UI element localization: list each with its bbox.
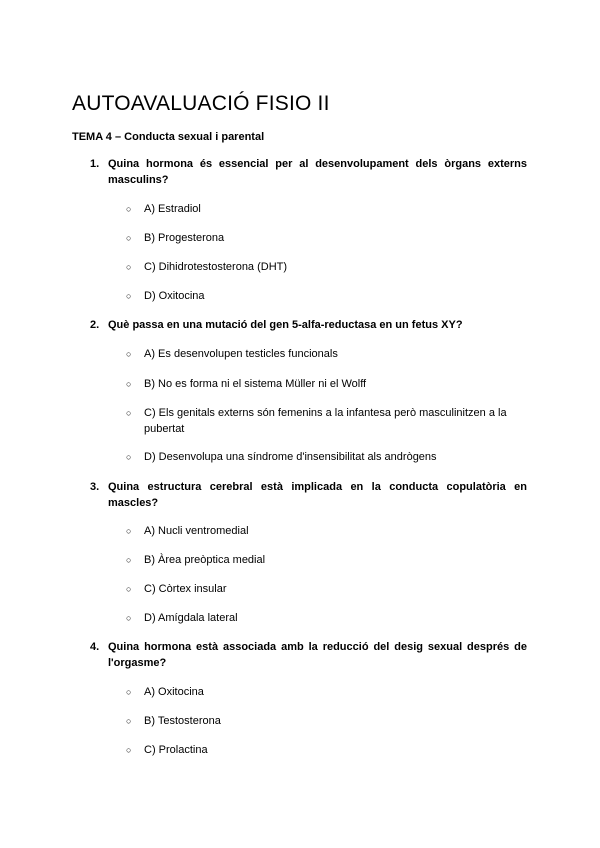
- question-text: Quina hormona està associada amb la reducció del desig sexual després de l'orgasme?: [108, 641, 527, 669]
- bullet-icon: ○: [126, 349, 132, 359]
- bullet-icon: ○: [126, 408, 132, 418]
- question-text: Quina estructura cerebral està implicada en la conducta copulatòria en mascles?: [108, 481, 527, 509]
- option-text: D) Oxitocina: [144, 290, 205, 302]
- option-text: C) Còrtex insular: [144, 583, 227, 595]
- page-title: AUTOAVALUACIÓ FISIO II: [72, 92, 330, 115]
- answer-option: [126, 259, 526, 275]
- option-text: C) Prolactina: [144, 744, 208, 756]
- bullet-icon: ○: [126, 526, 132, 536]
- answer-option: [126, 552, 526, 568]
- question-text: Quina hormona és essencial per al desenvolupament dels òrgans externs masculins?: [108, 158, 527, 186]
- bullet-icon: ○: [126, 262, 132, 272]
- option-text: D) Amígdala lateral: [144, 612, 238, 624]
- answer-option: [126, 523, 526, 539]
- bullet-icon: ○: [126, 613, 132, 623]
- answer-option: [126, 405, 526, 437]
- question-4: [90, 639, 527, 671]
- bullet-icon: ○: [126, 584, 132, 594]
- answer-option: [126, 581, 526, 597]
- bullet-icon: ○: [126, 291, 132, 301]
- answer-option: [126, 201, 526, 217]
- option-text: C) Dihidrotestosterona (DHT): [144, 261, 288, 273]
- option-text: C) Els genitals externs són femenins a la infantesa però masculinitzen a la pubertat: [144, 407, 507, 435]
- question-number: 4.: [90, 641, 100, 653]
- option-text: B) Testosterona: [144, 715, 221, 727]
- question-text: Què passa en una mutació del gen 5-alfa-reductasa en un fetus XY?: [108, 319, 463, 331]
- option-text: A) Oxitocina: [144, 686, 204, 698]
- option-text: A) Estradiol: [144, 203, 201, 215]
- bullet-icon: ○: [126, 233, 132, 243]
- section-heading: TEMA 4 – Conducta sexual i parental: [72, 131, 265, 143]
- question-3: [90, 479, 527, 511]
- bullet-icon: ○: [126, 745, 132, 755]
- bullet-icon: ○: [126, 379, 132, 389]
- answer-option: [126, 610, 526, 626]
- question-1: [90, 156, 527, 188]
- answer-option: [126, 230, 526, 246]
- answer-option: [126, 376, 526, 392]
- bullet-icon: ○: [126, 716, 132, 726]
- question-2: [90, 317, 527, 333]
- option-text: A) Nucli ventromedial: [144, 525, 249, 537]
- bullet-icon: ○: [126, 555, 132, 565]
- answer-option: [126, 449, 526, 465]
- option-text: B) Àrea preòptica medial: [144, 554, 266, 566]
- option-text: B) Progesterona: [144, 232, 225, 244]
- answer-option: [126, 346, 526, 362]
- answer-option: [126, 742, 526, 758]
- answer-option: [126, 288, 526, 304]
- question-number: 3.: [90, 481, 100, 493]
- bullet-icon: ○: [126, 204, 132, 214]
- answer-option: [126, 684, 526, 700]
- bullet-icon: ○: [126, 452, 132, 462]
- option-text: D) Desenvolupa una síndrome d'insensibilitat als andrògens: [144, 451, 437, 463]
- bullet-icon: ○: [126, 687, 132, 697]
- option-text: B) No es forma ni el sistema Müller ni el Wolff: [144, 378, 367, 390]
- answer-option: [126, 713, 526, 729]
- question-number: 2.: [90, 319, 100, 331]
- option-text: A) Es desenvolupen testicles funcionals: [144, 348, 338, 360]
- question-number: 1.: [90, 158, 100, 170]
